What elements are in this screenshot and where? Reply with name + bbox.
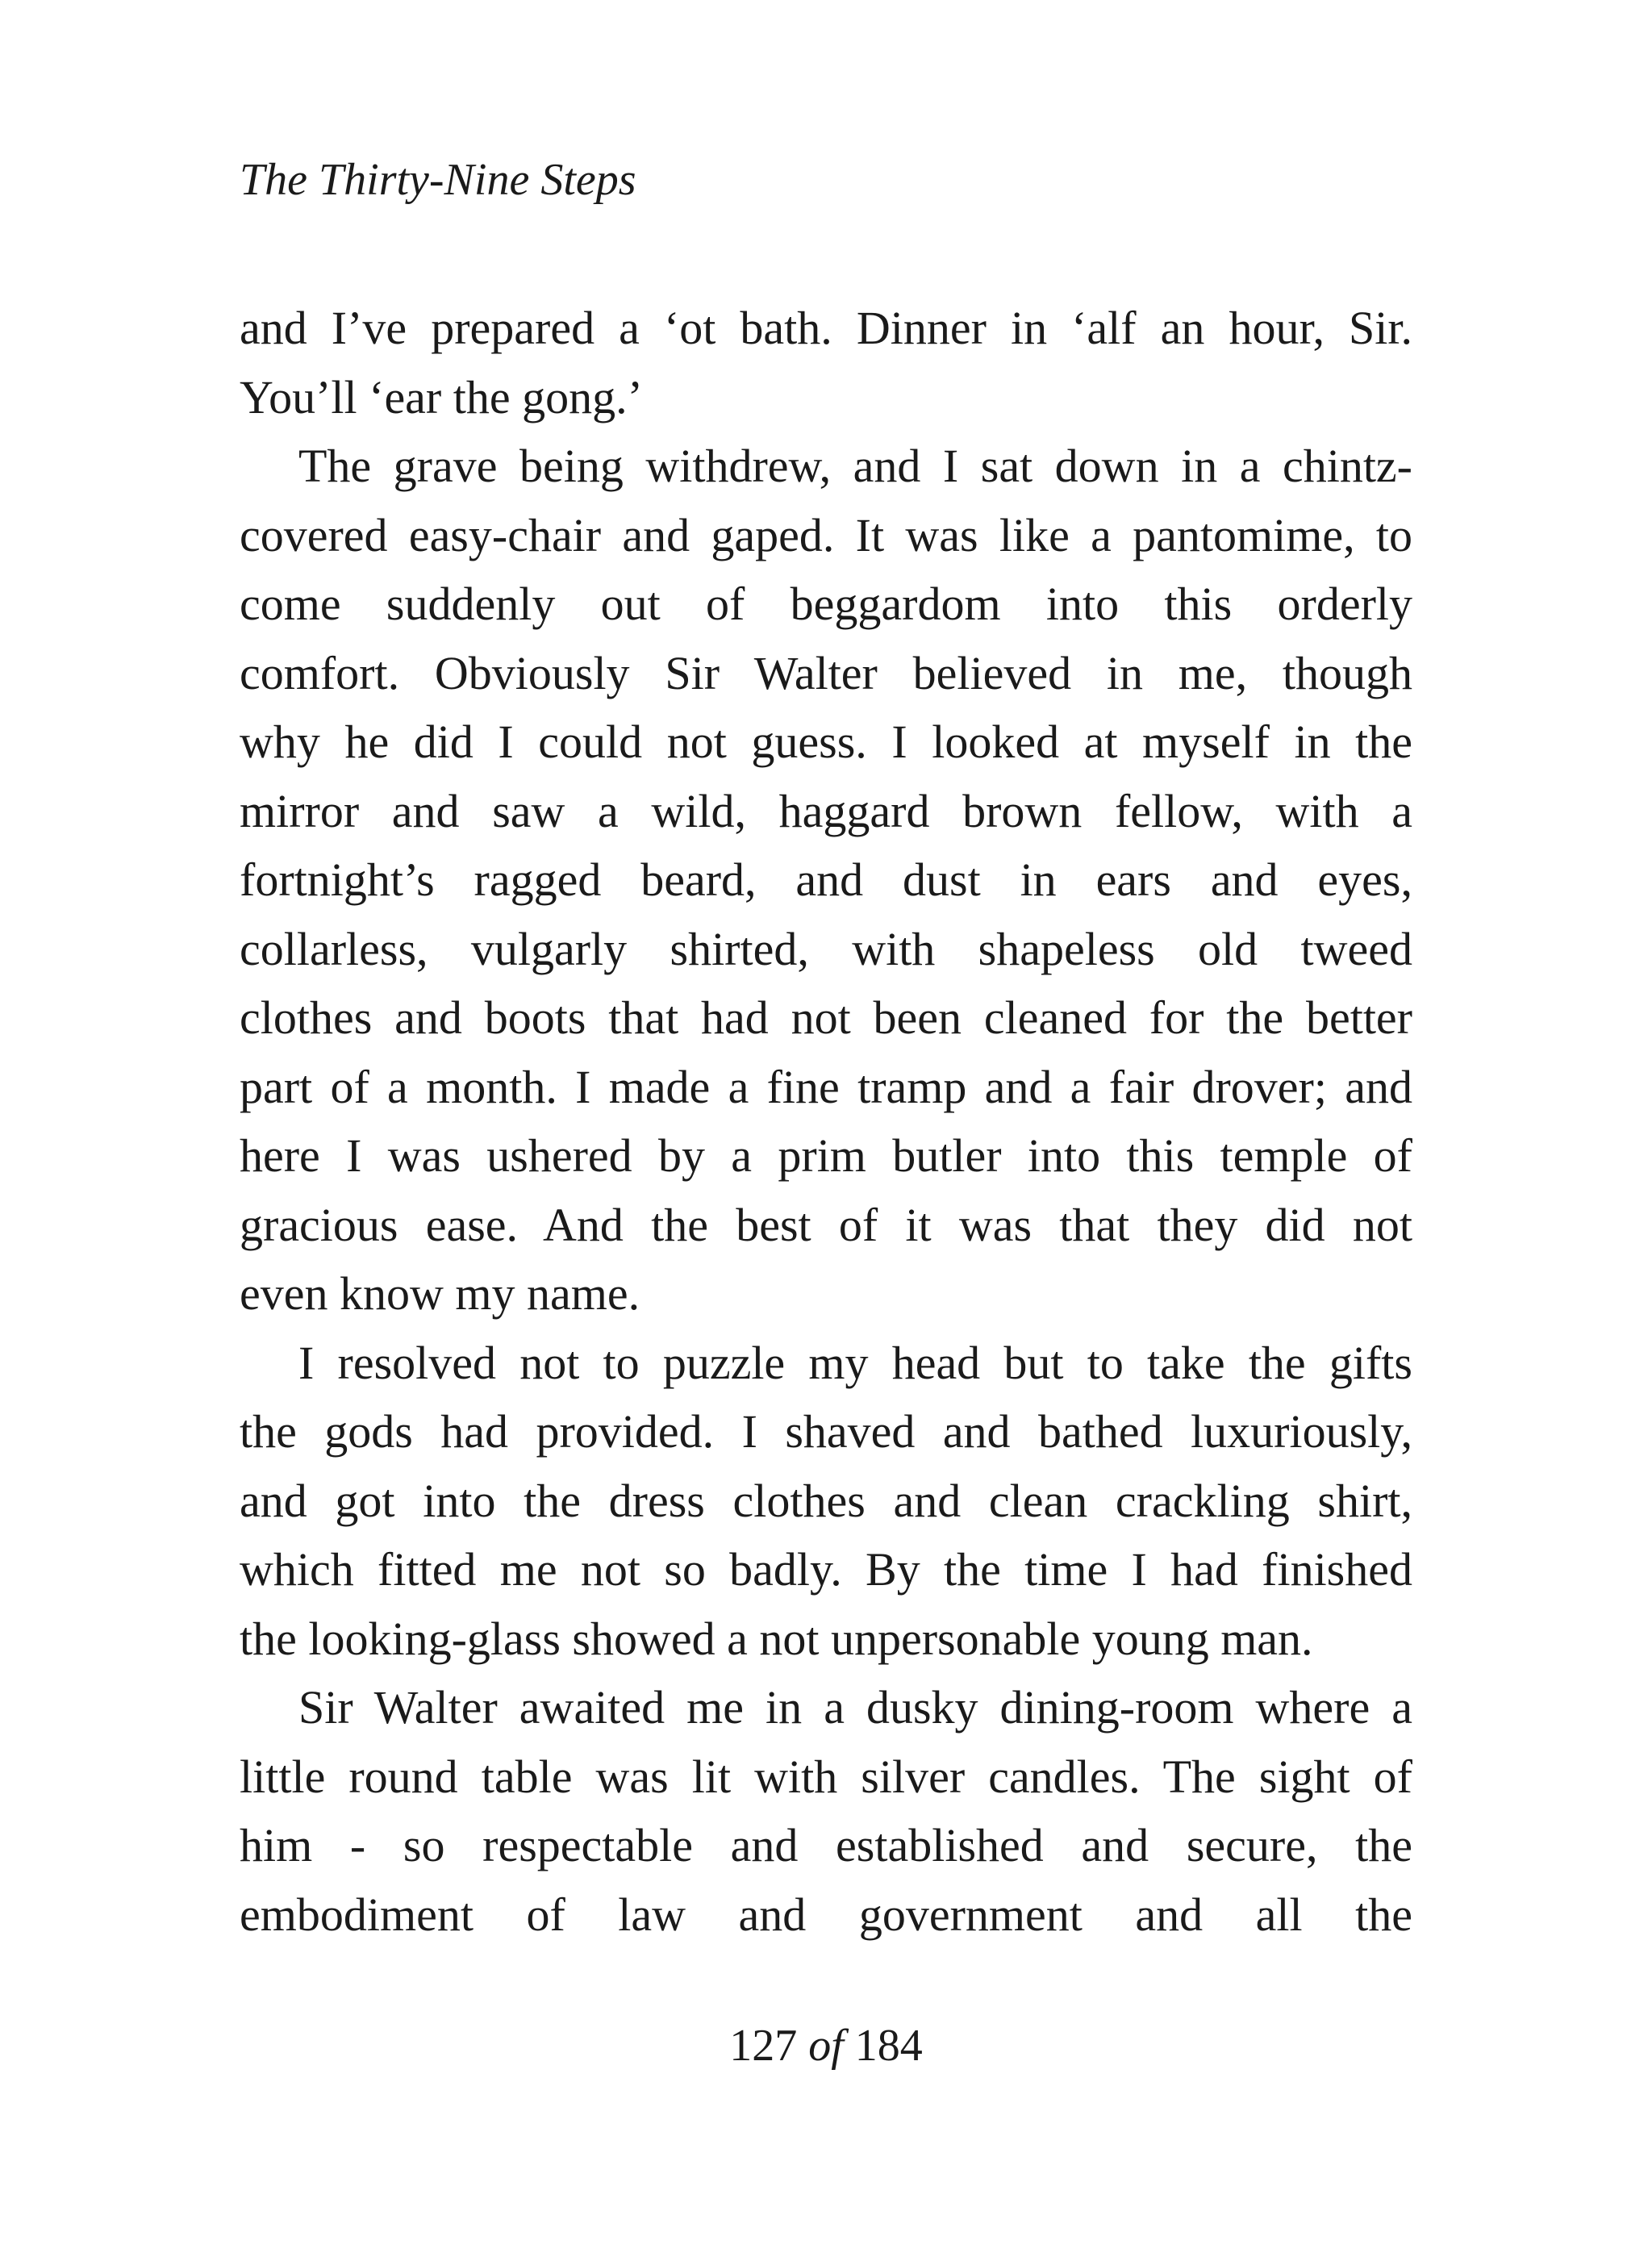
text-line: the looking-glass showed a not unpersonable young man. [240, 1612, 1313, 1665]
body-text [240, 294, 1412, 1949]
text-line: clothes and boots that had not been cleaned for the better [240, 991, 1412, 1044]
text-line: collarless, vulgarly shirted, with shapeless old tweed [240, 922, 1412, 975]
text-line: even know my name. [240, 1267, 640, 1320]
text-line: gracious ease. And the best of it was that they did not [240, 1198, 1412, 1251]
text-line: come suddenly out of beggardom into this orderly [240, 578, 1412, 630]
text-line: mirror and saw a wild, haggard brown fellow, with a [240, 784, 1412, 837]
text-line: covered easy-chair and gaped. It was like a pantomime, to [240, 508, 1412, 561]
text-line: fortnight’s ragged beard, and dust in ears and eyes, [240, 853, 1412, 906]
running-title: The Thirty-Nine Steps [240, 155, 636, 205]
text-line: him - so respectable and established and secure, the [240, 1819, 1412, 1871]
text-line: why he did I could not guess. I looked at myself in the [240, 716, 1412, 768]
text-line: comfort. Obviously Sir Walter believed in me, though [240, 646, 1412, 699]
page-number [0, 2013, 1652, 2078]
page-of: of [808, 2021, 844, 2071]
text-line: Sir Walter awaited me in a dusky dining-room where a [298, 1681, 1412, 1734]
text-line: part of a month. I made a fine tramp and a fair drover; and [240, 1060, 1412, 1113]
text-line: You’ll ‘ear the gong.’ [240, 370, 643, 423]
current-page: 127 [729, 2021, 798, 2071]
text-line: little round table was lit with silver candles. The sight of [240, 1750, 1412, 1803]
text-line: the gods had provided. I shaved and bathed luxuriously, [240, 1405, 1412, 1458]
text-line: here I was ushered by a prim butler into this temple of [240, 1129, 1412, 1182]
text-line: I resolved not to puzzle my head but to take the gifts [298, 1336, 1412, 1389]
text-line: and got into the dress clothes and clean crackling shirt, [240, 1474, 1412, 1527]
text-line: and I’ve prepared a ‘ot bath. Dinner in ‘alf an hour, Sir. [240, 302, 1412, 354]
total-pages: 184 [854, 2021, 923, 2071]
text-line: The grave being withdrew, and I sat down in a chintz- [298, 440, 1412, 492]
text-line: which fitted me not so badly. By the time I had finished [240, 1543, 1412, 1596]
text-line: embodiment of law and government and all the [240, 1888, 1412, 1941]
